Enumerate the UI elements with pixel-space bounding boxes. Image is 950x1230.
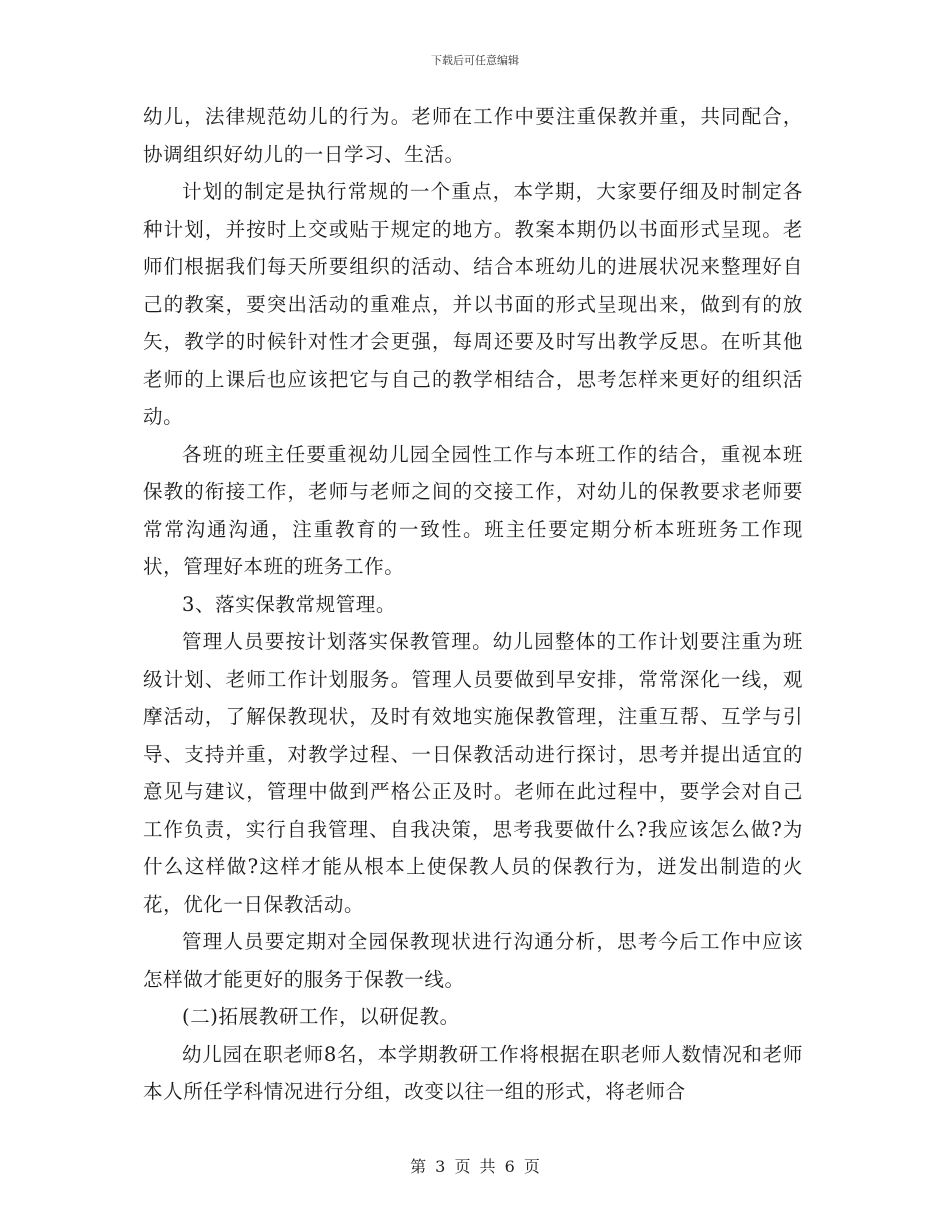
paragraph-5: 管理人员要定期对全园保教现状进行沟通分析，思考今后工作中应该怎样做才能更好的服务于保教一线。 — [143, 930, 803, 991]
page-header: 下载后可任意编辑 — [431, 54, 519, 67]
paragraph-1: 幼儿，法律规范幼儿的行为。老师在工作中要注重保教并重，共同配合，协调组织好幼儿的一日学习、生活。 — [143, 105, 803, 166]
paragraph-6: 幼儿园在职老师8名，本学期教研工作将根据在职老师人数情况和老师本人所任学科情况进行分组，改变以往一组的形式，将老师合 — [143, 1042, 803, 1103]
paragraph-3: 各班的班主任要重视幼儿园全园性工作与本班工作的结合，重视本班保教的衔接工作，老师与老师之间的交接工作，对幼儿的保教要求老师要常常沟通沟通，注重教育的一致性。班主任要定期分析本班班务工作现状，管理好本班的班务工作。 — [143, 442, 803, 578]
paragraph-4: 管理人员要按计划落实保教管理。幼儿园整体的工作计划要注重为班级计划、老师工作计划服务。管理人员要做到早安排，常常深化一线，观摩活动，了解保教现状，及时有效地实施保教管理，注重互帮、互学与引导、支持并重，对教学过程、一日保教活动进行探讨，思考并提出适宜的意见与建议，管理中做到严格公正及时。老师在此过程中，要学会对自己工作负责，实行自我管理、自我决策，思考我要做什么?我应该怎么做?为什么这样做?这样才能从根本上使保教人员的保教行为，迸发出制造的火花，优化一日保教活动。 — [143, 630, 803, 916]
section-heading-3: 3、落实保教常规管理。 — [182, 592, 397, 616]
page-footer: 第 3 页 共 6 页 — [410, 1157, 540, 1176]
paragraph-2: 计划的制定是执行常规的一个重点，本学期，大家要仔细及时制定各种计划，并按时上交或贴于规定的地方。教案本期仍以书面形式呈现。老师们根据我们每天所要组织的活动、结合本班幼儿的进展状况来整理好自己的教案，要突出活动的重难点，并以书面的形式呈现出来，做到有的放矢，教学的时候针对性才会更强，每周还要及时写出教学反思。在听其他老师的上课后也应该把它与自己的教学相结合，思考怎样来更好的组织活动。 — [143, 180, 803, 428]
document-body — [143, 98, 803, 1111]
section-heading-2: (二)拓展教研工作，以研促教。 — [182, 1005, 460, 1028]
